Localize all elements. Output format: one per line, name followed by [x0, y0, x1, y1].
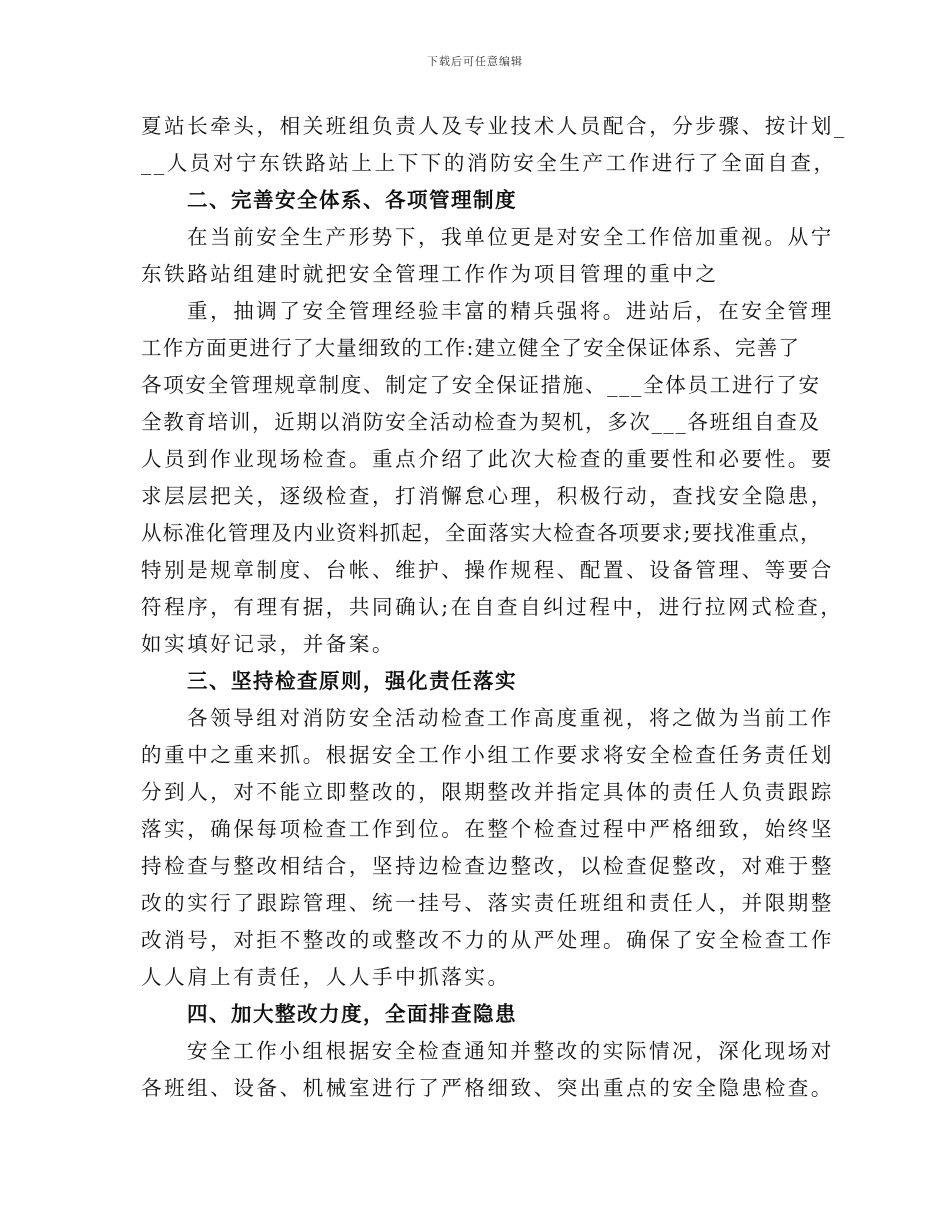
body-line: 改的实行了跟踪管理、统一挂号、落实责任班组和责任人，并限期整: [141, 891, 834, 915]
section-heading: 二、完善安全体系、各项管理制度: [187, 188, 517, 212]
body-line: 各领导组对消防安全活动检查工作高度重视，将之做为当前工作: [187, 706, 834, 730]
body-line: 从标准化管理及内业资料抓起，全面落实大检查各项要求;要找准重点，: [141, 521, 822, 545]
body-line: 工作方面更进行了大量细致的工作:建立健全了安全保证体系、完善了: [141, 336, 801, 360]
body-line: 夏站长牵头，相关班组负责人及专业技术人员配合，分步骤、按计划_: [141, 114, 847, 138]
body-line: 在当前安全生产形势下，我单位更是对安全工作倍加重视。从宁: [187, 225, 834, 249]
body-line: 分到人，对不能立即整改的，限期整改并指定具体的责任人负责跟踪: [141, 780, 834, 804]
body-line: 各班组、设备、机械室进行了严格细致、突出重点的安全隐患检查。: [141, 1076, 834, 1100]
page-header: 下载后可任意编辑: [427, 55, 523, 68]
body-line: 各项安全管理规章制度、制定了安全保证措施、___全体员工进行了安: [141, 373, 821, 397]
body-line: 重，抽调了安全管理经验丰富的精兵强将。进站后，在安全管理: [187, 299, 834, 323]
section-heading: 三、坚持检查原则，强化责任落实: [187, 669, 517, 693]
body-line: 人员到作业现场检查。重点介绍了此次大检查的重要性和必要性。要: [141, 447, 834, 471]
body-line: __人员对宁东铁路站上上下下的消防安全生产工作进行了全面自查，: [141, 151, 837, 175]
body-line: 的重中之重来抓。根据安全工作小组工作要求将安全检查任务责任划: [141, 743, 834, 767]
body-line: 改消号，对拒不整改的或整改不力的从严处理。确保了安全检查工作: [141, 928, 834, 952]
body-line: 落实，确保每项检查工作到位。在整个检查过程中严格细致，始终坚: [141, 817, 834, 841]
body-line: 东铁路站组建时就把安全管理工作作为项目管理的重中之: [141, 262, 719, 286]
body-line: 特别是规章制度、台帐、维护、操作规程、配置、设备管理、等要合: [141, 558, 834, 582]
body-line: 人人肩上有责任，人人手中抓落实。: [141, 965, 511, 989]
body-line: 全教育培训，近期以消防安全活动检查为契机，多次___各班组自查及: [141, 410, 821, 434]
body-line: 符程序，有理有据，共同确认;在自查自纠过程中，进行拉网式检查，: [141, 595, 844, 619]
body-line: 求层层把关，逐级检查，打消懈怠心理，积极行动，查找安全隐患，: [141, 484, 834, 508]
body-line: 持检查与整改相结合，坚持边检查边整改，以检查促整改，对难于整: [141, 854, 834, 878]
section-heading: 四、加大整改力度，全面排查隐患: [187, 1002, 517, 1026]
body-line: 如实填好记录，并备案。: [141, 632, 396, 656]
body-line: 安全工作小组根据安全检查通知并整改的实际情况，深化现场对: [187, 1039, 834, 1063]
